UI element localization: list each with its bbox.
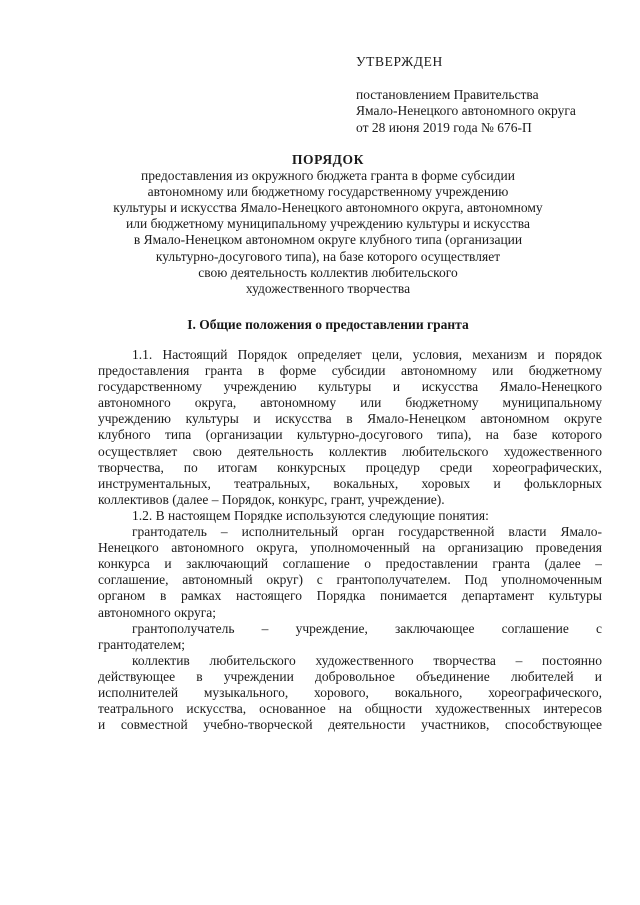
paragraph-line: конкурса и заключающий соглашение о предоставлении гранта (далее – — [98, 556, 602, 572]
paragraph-line: клубного типа (организации культурно-досугового типа), на базе которого — [98, 427, 602, 443]
paragraph-line: действующее в учреждении добровольное объединение любителей и — [98, 668, 602, 684]
paragraph-line: театрального искусства, основанное на общности художественных интересов — [98, 701, 602, 717]
paragraph-line: предоставления гранта в форме субсидии автономному или бюджетному — [98, 363, 602, 379]
paragraph-line: грантодатель – исполнительный орган государственной власти Ямало- — [132, 524, 602, 540]
paragraph-line: осуществляет свою деятельность коллектив любительского художественного — [98, 443, 602, 459]
paragraph-line: грантодателем; — [98, 636, 186, 652]
paragraph-line: грантополучатель – учреждение, заключающее соглашение с — [132, 620, 602, 636]
paragraph-line: автономного округа; — [98, 604, 216, 620]
approval-line-1: постановлением Правительства — [356, 86, 539, 102]
title-line: или бюджетному муниципальному учреждению культуры и искусства — [126, 216, 530, 232]
body-text — [98, 347, 602, 733]
paragraph-line: Ненецкого автономного округа, уполномоченный на организацию проведения — [98, 540, 602, 556]
title-line: свою деятельность коллектив любительского — [198, 264, 458, 280]
paragraph-line: и совместной учебно-творческой деятельности участников, способствующее — [98, 717, 602, 733]
paragraph-line: исполнителей музыкального, хорового, вокального, хореографического, — [98, 684, 602, 700]
paragraph-line: автономного округа, автономному или бюджетному муниципальному — [98, 395, 602, 411]
title-line: в Ямало-Ненецком автономном округе клубного типа (организации — [133, 232, 523, 248]
approved-label: УТВЕРЖДЕН — [356, 54, 443, 69]
paragraph-line: коллектив любительского художественного творчества – постоянно — [132, 652, 602, 668]
paragraph-line: соглашение, автономный округ) с грантополучателем. Под уполномоченным — [98, 572, 602, 588]
approval-line-2: Ямало-Ненецкого автономного округа — [356, 103, 576, 118]
paragraph-line: инструментальных, театральных, вокальных, хоровых и фольклорных — [98, 475, 602, 491]
paragraph-line: 1.2. В настоящем Порядке используются следующие понятия: — [132, 507, 489, 523]
paragraph-line: 1.1. Настоящий Порядок определяет цели, условия, механизм и порядок — [132, 347, 602, 362]
section-heading: I. Общие положения о предоставлении гранта — [187, 317, 469, 332]
paragraph-line: органом в рамках настоящего Порядка понимается департамент культуры — [98, 588, 602, 604]
paragraph-line: учреждению культуры и искусства в Ямало-Ненецком автономном округе — [98, 411, 602, 427]
approval-stamp — [356, 54, 626, 136]
document-title: ПОРЯДОК — [291, 152, 365, 167]
document-title-block — [60, 152, 596, 297]
title-line: культурно-досугового типа), на базе которого осуществляет — [155, 248, 501, 264]
title-line: художественного творчества — [245, 280, 411, 296]
paragraph-line: государственному учреждению культуры и искусства Ямало-Ненецкого — [98, 379, 602, 395]
title-line: автономному или бюджетному государственному учреждению — [147, 184, 509, 200]
approval-line-3: от 28 июня 2019 года № 676-П — [356, 119, 532, 135]
title-line: культуры и искусства Ямало-Ненецкого автономного округа, автономному — [113, 200, 543, 216]
paragraph-line: коллективов (далее – Порядок, конкурс, грант, учреждение). — [98, 491, 445, 507]
paragraph-line: творчества, по итогам конкурсных процедур среди хореографических, — [98, 459, 602, 475]
title-line: предоставления из окружного бюджета гранта в форме субсидии — [141, 168, 515, 184]
